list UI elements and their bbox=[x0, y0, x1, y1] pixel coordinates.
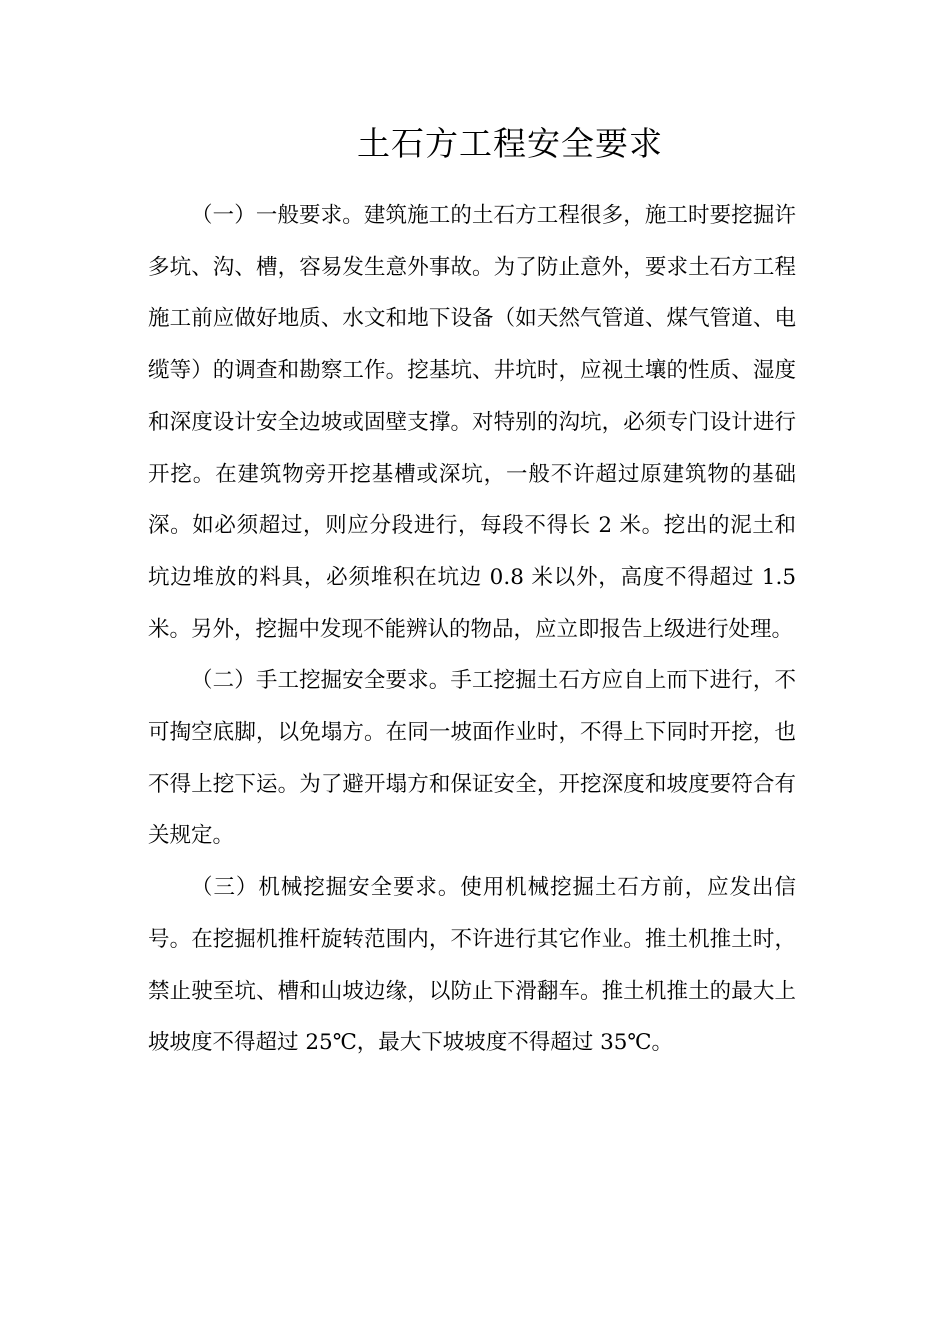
page-title: 土石方工程安全要求 bbox=[357, 124, 663, 163]
document-body bbox=[148, 190, 796, 1069]
paragraph-general-requirements: （一）一般要求。建筑施工的土石方工程很多，施工时要挖掘许多坑、沟、槽，容易发生意外事故。为了防止意外，要求土石方工程施工前应做好地质、水文和地下设备（如天然气管道、煤气管道、电缆等）的调查和勘察工作。挖基坑、井坑时，应视土壤的性质、湿度和深度设计安全边坡或固壁支撑。对特别的沟坑，必须专门设计进行开挖。在建筑物旁开挖基槽或深坑，一般不许超过原建筑物的基础深。如必须超过，则应分段进行，每段不得长 2 米。挖出的泥土和坑边堆放的料具，必须堆积在坑边 0.8 米以外，高度不得超过 1.5 米。另外，挖掘中发现不能辨认的物品，应立即报告上级进行处理。 bbox=[148, 203, 796, 642]
paragraph-mechanical-excavation: （三）机械挖掘安全要求。使用机械挖掘土石方前，应发出信号。在挖掘机推杆旋转范围内，不许进行其它作业。推土机推土时，禁止驶至坑、槽和山坡边缘，以防止下滑翻车。推土机推土的最大上坡坡度不得超过 25℃，最大下坡坡度不得超过 35℃。 bbox=[148, 875, 796, 1056]
paragraph-manual-excavation: （二）手工挖掘安全要求。手工挖掘土石方应自上而下进行，不可掏空底脚，以免塌方。在同一坡面作业时，不得上下同时开挖，也不得上挖下运。为了避开塌方和保证安全，开挖深度和坡度要符合有关规定。 bbox=[148, 668, 796, 849]
